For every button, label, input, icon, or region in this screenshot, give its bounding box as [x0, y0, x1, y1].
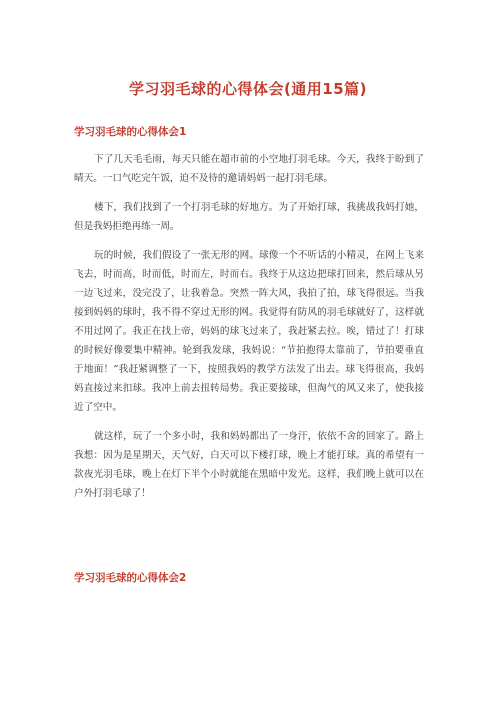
paragraph-1: 下了几天毛毛雨，每天只能在超市前的小空地打羽毛球。今天，我终于盼到了晴天。一口气吃完午饭，迫不及待的邀请妈妈一起打羽毛球。: [74, 154, 424, 184]
section-heading-1: 学习羽毛球的心得体会1: [74, 126, 187, 138]
document-title: 学习羽毛球的心得体会(通用15篇): [128, 80, 368, 98]
section-1-body: [74, 150, 424, 513]
section-heading-2: 学习羽毛球的心得体会2: [74, 572, 187, 584]
paragraph-2: 楼下，我们找到了一个打羽毛球的好地方。为了开始打球，我挑战我妈打她，但是我妈拒绝再练一周。: [74, 202, 424, 232]
paragraph-3: 玩的时候，我们假设了一张无形的网。球像一个不听话的小精灵，在网上飞来飞去，时而高，时而低，时而左，时而右。我终于从这边把球打回来，然后球从另一边飞过来，没完没了，让我着急。突然一阵大风，我拍了拍，球飞得很远。当我接到妈妈的球时，我不得不穿过无形的网。我觉得有防风的羽毛球就好了，这样就不用过网了。我正在找上帝，妈妈的球飞过来了，我赶紧去拉。唉，错过了！打球的时候好像要集中精神。轮到我发球，我妈说：“节拍抱得太靠前了，节拍要垂直于地面！”我赶紧调整了一下，按照我妈的教学方法发了出去。球飞得很高，我妈妈直接过来扣球。我冲上前去扭转局势。我正要接球，但淘气的风又来了，使我接近了空中。: [74, 250, 424, 413]
paragraph-4: 就这样，玩了一个多小时，我和妈妈都出了一身汗，依依不舍的回家了。路上我想：因为是星期天，天气好，白天可以下楼打球，晚上才能打球。真的希望有一款夜光羽毛球，晚上在灯下半个小时就能在黑暗中发光。这样，我们晚上就可以在户外打羽毛球了！: [74, 431, 424, 499]
